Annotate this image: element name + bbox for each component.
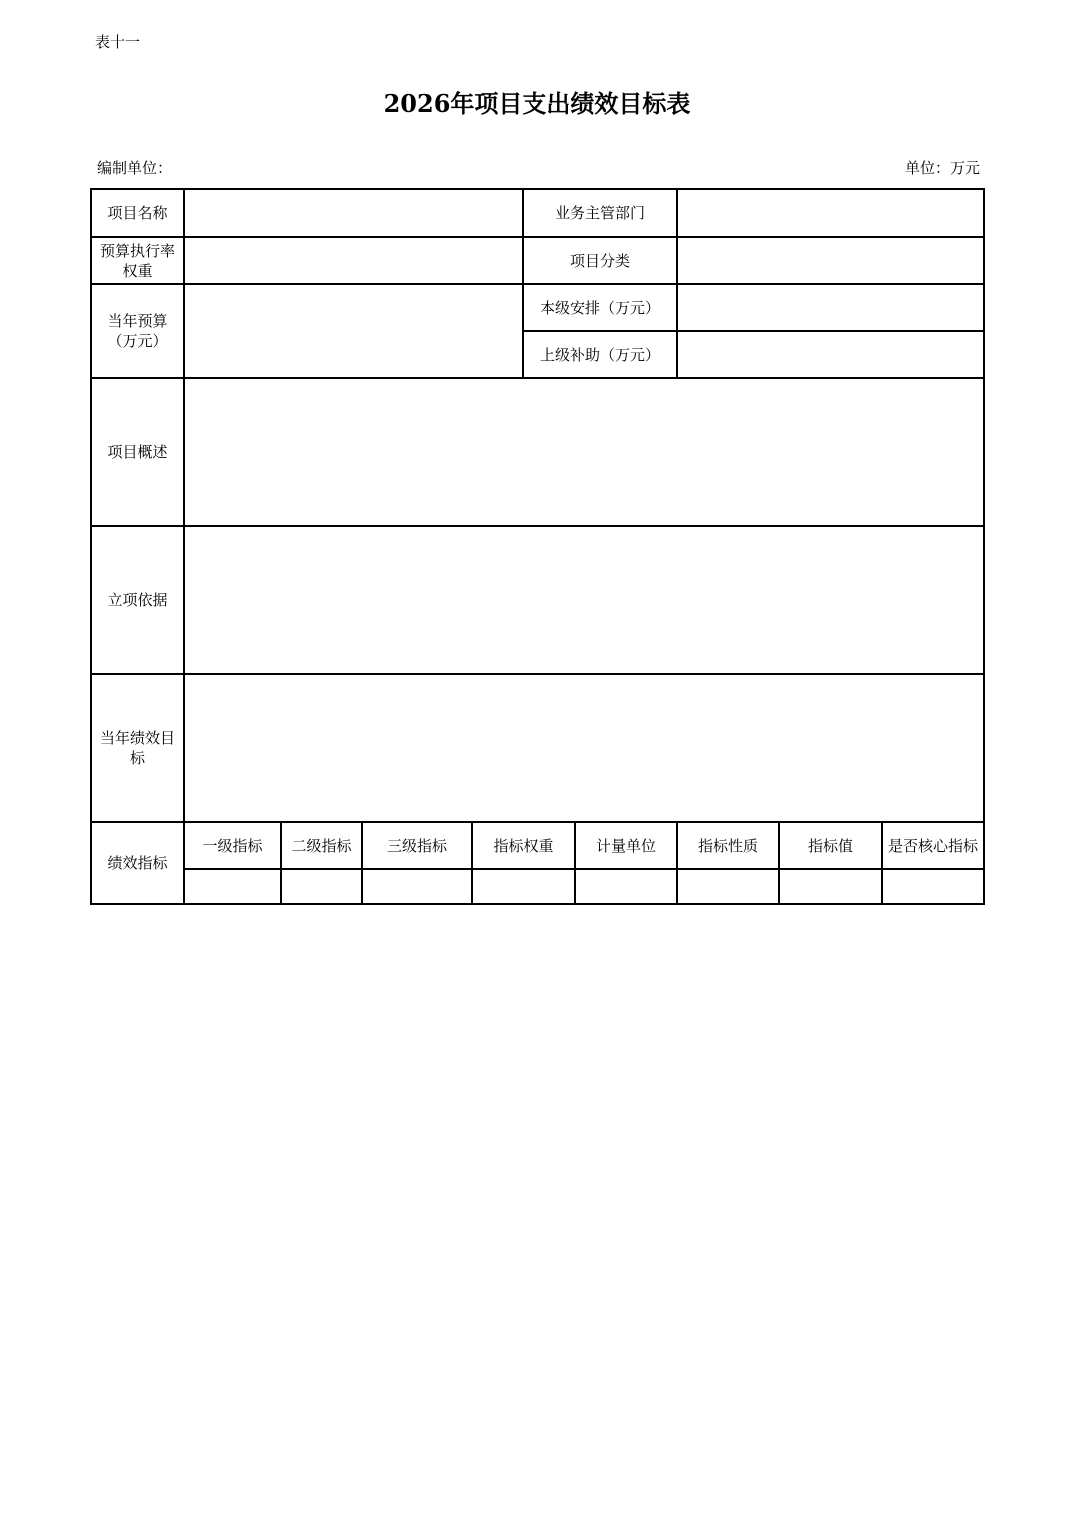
local-arrangement-field[interactable] xyxy=(677,284,984,331)
exec-rate-field[interactable] xyxy=(184,237,523,284)
indicator-col-header: 是否核心指标 xyxy=(882,822,984,869)
category-label: 项目分类 xyxy=(523,237,677,284)
goal-label: 当年绩效目标 xyxy=(91,674,184,822)
indicator-cell[interactable] xyxy=(779,869,882,904)
indicator-cell[interactable] xyxy=(882,869,984,904)
indicator-cell[interactable] xyxy=(677,869,779,904)
compiling-unit-label: 编制单位： xyxy=(97,159,173,177)
indicator-cell[interactable] xyxy=(472,869,575,904)
budget-field[interactable] xyxy=(184,284,523,378)
basis-field[interactable] xyxy=(184,526,984,674)
department-field[interactable] xyxy=(677,189,984,237)
category-field[interactable] xyxy=(677,237,984,284)
indicator-col-header: 一级指标 xyxy=(184,822,281,869)
page-title: 2026年项目支出绩效目标表 xyxy=(383,89,691,118)
performance-target-table xyxy=(90,188,985,905)
indicator-col-header: 三级指标 xyxy=(362,822,472,869)
overview-label: 项目概述 xyxy=(91,378,184,526)
indicator-col-header: 指标权重 xyxy=(472,822,575,869)
indicator-cell[interactable] xyxy=(184,869,281,904)
local-arrangement-label: 本级安排（万元） xyxy=(523,284,677,331)
indicator-col-header: 指标性质 xyxy=(677,822,779,869)
project-name-field[interactable] xyxy=(184,189,523,237)
page-label: 表十一 xyxy=(95,33,141,51)
indicator-cell[interactable] xyxy=(575,869,677,904)
indicator-label: 绩效指标 xyxy=(91,822,184,904)
exec-rate-label: 预算执行率权重 xyxy=(91,237,184,284)
indicator-col-header: 指标值 xyxy=(779,822,882,869)
indicator-cell[interactable] xyxy=(362,869,472,904)
overview-field[interactable] xyxy=(184,378,984,526)
currency-unit-label: 单位：万元 xyxy=(904,159,980,177)
indicator-cell[interactable] xyxy=(281,869,362,904)
budget-label: 当年预算（万元） xyxy=(91,284,184,378)
basis-label: 立项依据 xyxy=(91,526,184,674)
superior-subsidy-field[interactable] xyxy=(677,331,984,378)
superior-subsidy-label: 上级补助（万元） xyxy=(523,331,677,378)
project-name-label: 项目名称 xyxy=(91,189,184,237)
department-label: 业务主管部门 xyxy=(523,189,677,237)
goal-field[interactable] xyxy=(184,674,984,822)
indicator-col-header: 二级指标 xyxy=(281,822,362,869)
indicator-col-header: 计量单位 xyxy=(575,822,677,869)
